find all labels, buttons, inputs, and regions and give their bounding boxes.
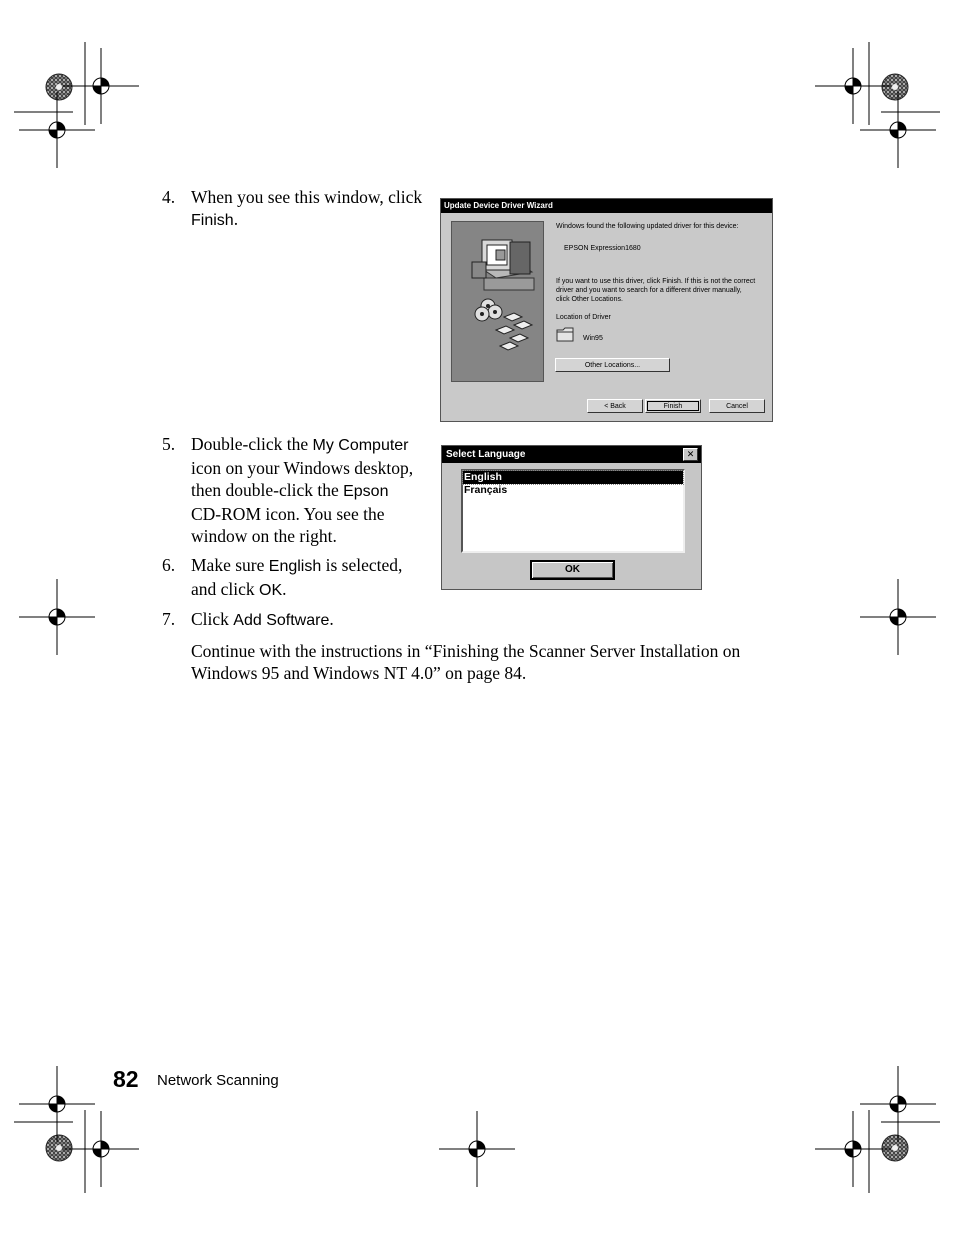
ui-term-english: English: [268, 558, 322, 575]
ok-button[interactable]: OK: [530, 560, 615, 580]
wizard-instructions-line-3: click Other Locations.: [556, 296, 623, 303]
text: is selected,: [321, 555, 403, 575]
step-number: 4.: [162, 187, 176, 207]
wizard-location-value: Win95: [583, 335, 603, 342]
select-language-dialog: [441, 445, 702, 590]
step-text: [191, 608, 334, 632]
ui-term-my-computer: My Computer: [312, 437, 409, 454]
step-line: [191, 525, 413, 547]
step-number: 7.: [162, 609, 176, 629]
language-option-english[interactable]: English: [463, 471, 683, 484]
wizard-computer-illustration: [451, 221, 544, 382]
text: Click: [191, 609, 234, 629]
finish-button[interactable]: Finish: [645, 399, 701, 413]
wizard-found-text: Windows found the following updated driver for this device:: [556, 223, 739, 230]
wizard-instructions-line-2: driver and you want to search for a different driver manually,: [556, 287, 742, 294]
language-option-francais[interactable]: Français: [464, 484, 508, 496]
ui-term-epson: Epson: [343, 483, 389, 500]
text: Double-click the: [191, 434, 313, 454]
step-text: [191, 186, 422, 232]
text: and click: [191, 579, 260, 599]
step-line: [191, 503, 413, 525]
continue-paragraph: Continue with the instructions in “Finishing the Scanner Server Installation on Windows 95 and Windows NT 4.0” on page 84.: [191, 641, 741, 683]
wizard-device-name: EPSON Expression1680: [564, 245, 641, 252]
step-line: [191, 578, 402, 602]
text: window on the right.: [191, 526, 337, 546]
section-title: Network Scanning: [157, 1072, 279, 1089]
cancel-button[interactable]: Cancel: [709, 399, 765, 413]
step-line: [191, 554, 402, 578]
step-line: [191, 208, 422, 232]
step-line: [191, 608, 334, 632]
step-number: 5.: [162, 434, 176, 454]
wizard-instructions-line-1: If you want to use this driver, click Finish. If this is not the correct: [556, 278, 756, 285]
text: then double-click the: [191, 480, 344, 500]
dialog-title: Select Language: [446, 449, 526, 460]
wizard-location-label: Location of Driver: [556, 314, 611, 321]
step-text: [191, 433, 413, 547]
language-list[interactable]: [461, 469, 685, 553]
back-button[interactable]: < Back: [587, 399, 643, 413]
text: icon on your Windows desktop,: [191, 458, 414, 478]
text: Make sure: [191, 555, 269, 575]
update-driver-wizard-window: [440, 198, 773, 422]
step-line: [191, 186, 422, 208]
step-line: [191, 433, 413, 457]
text: .: [282, 579, 287, 599]
ui-term-finish: Finish: [191, 212, 234, 229]
computer-with-disks-icon: [452, 222, 543, 381]
other-locations-button[interactable]: Other Locations...: [555, 358, 670, 372]
step-number: 6.: [162, 555, 176, 575]
text: When you see this window, click: [191, 187, 423, 207]
text: .: [329, 609, 334, 629]
dialog-title-bar: [442, 446, 701, 463]
folder-icon: [556, 327, 575, 342]
step-text: [191, 554, 402, 602]
step-line: [191, 457, 413, 479]
text: .: [233, 209, 239, 229]
page-number: 82: [113, 1066, 139, 1092]
wizard-title-bar: Update Device Driver Wizard: [441, 199, 772, 213]
close-icon[interactable]: ✕: [683, 448, 698, 461]
text: CD-ROM icon. You see the: [191, 504, 385, 524]
step-line: [191, 479, 413, 503]
ui-term-ok: OK: [259, 582, 283, 599]
ui-term-add-software: Add Software: [233, 612, 330, 629]
